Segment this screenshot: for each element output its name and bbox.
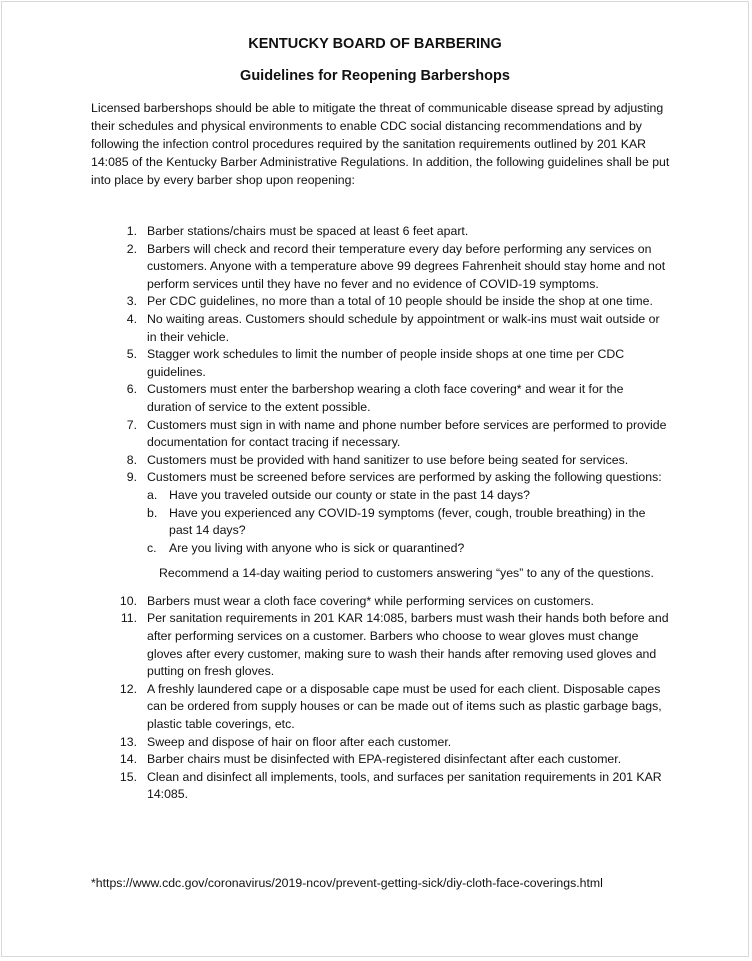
list-item-number: 9. (126, 470, 137, 485)
question-item (147, 487, 671, 505)
list-item-number: 11. (120, 611, 137, 626)
list-item-text: Customers must sign in with name and phone number before services are performed to provide documentation for contact tracing if necessary. (147, 417, 667, 450)
list-item-text: A freshly laundered cape or a disposable cape must be used for each client. Disposable capes can be ordered from supply houses or can be made out of items such as plastic garbage bags, plastic table coverings, etc. (147, 681, 662, 732)
question-letter: b. (147, 505, 158, 520)
guidelines-list (91, 223, 671, 804)
list-item (91, 734, 671, 752)
list-item (91, 593, 671, 611)
list-item-text: Barber chairs must be disinfected with EPA-registered disinfectant after each customer. (147, 752, 622, 767)
recommendation-text: Recommend a 14-day waiting period to customers answering “yes” to any of the questions. (159, 566, 654, 581)
document-title: KENTUCKY BOARD OF BARBERING (248, 36, 502, 52)
list-item-number: 1. (126, 224, 137, 238)
list-item-number: 3. (126, 294, 137, 309)
question-text: Have you traveled outside our county or state in the past 14 days? (169, 487, 530, 502)
list-item-number: 10. (119, 593, 137, 608)
list-item-text: No waiting areas. Customers should schedule by appointment or walk-ins must wait outside or in their vehicle. (147, 311, 660, 344)
list-item-number: 13. (119, 734, 137, 749)
question-item (147, 540, 671, 558)
list-item (91, 223, 671, 241)
list-item-text: Barber stations/chairs must be spaced at least 6 feet apart. (147, 224, 469, 238)
list-item (91, 241, 671, 294)
list-item-number: 2. (126, 241, 137, 256)
list-item (91, 452, 671, 470)
list-item (91, 769, 671, 804)
guidelines-part-1 (91, 223, 671, 487)
list-item-number: 5. (126, 347, 137, 362)
list-item (91, 417, 671, 452)
list-item-text: Per CDC guidelines, no more than a total of 10 people should be inside the shop at one time. (147, 294, 653, 309)
list-item-text: Clean and disinfect all implements, tools, and surfaces per sanitation requirements in 201 KAR 14:085. (147, 769, 662, 802)
list-item (91, 346, 671, 381)
list-item-text: Customers must be screened before services are performed by asking the following questions: (147, 470, 662, 485)
list-item-number: 4. (126, 311, 137, 326)
question-text: Have you experienced any COVID-19 symptoms (fever, cough, trouble breathing) in the past 14 days? (169, 505, 646, 538)
list-item-text: Barbers must wear a cloth face covering* while performing services on customers. (147, 593, 594, 608)
list-item (91, 293, 671, 311)
list-item (91, 381, 671, 416)
list-item-text: Per sanitation requirements in 201 KAR 14:085, barbers must wash their hands both before and after performing services on a customer. Barbers who choose to wear gloves must change gloves after every customer, making sure to wash their hands after removing used gloves and putting on fresh gloves. (147, 611, 669, 679)
list-item (91, 469, 671, 487)
screening-questions (91, 487, 671, 557)
list-item-number: 15. (119, 769, 137, 784)
list-item-text: Customers must be provided with hand sanitizer to use before being seated for services. (147, 452, 629, 467)
list-item (91, 610, 671, 680)
list-item-text: Sweep and dispose of hair on floor after each customer. (147, 734, 452, 749)
question-item (147, 505, 671, 540)
list-item (91, 311, 671, 346)
list-item-number: 7. (126, 417, 137, 432)
guidelines-part-2 (91, 593, 671, 804)
question-letter: c. (147, 540, 157, 555)
list-item-text: Stagger work schedules to limit the number of people inside shops at one time per CDC guidelines. (147, 347, 625, 379)
list-item (91, 751, 671, 769)
list-item-number: 14. (119, 752, 137, 767)
document-subtitle: Guidelines for Reopening Barbershops (240, 68, 510, 84)
document-page (1, 1, 749, 957)
list-item (91, 681, 671, 734)
list-item-number: 6. (126, 382, 137, 397)
question-letter: a. (147, 487, 158, 502)
list-item-number: 12. (119, 681, 137, 696)
list-item-number: 8. (126, 452, 137, 467)
question-text: Are you living with anyone who is sick or quarantined? (169, 540, 465, 555)
intro-paragraph: Licensed barbershops should be able to mitigate the threat of communicable disease spread by adjusting their schedules and physical environments to enable CDC social distancing recommendations and by following the infection control procedures required by the sanitation requirements outlined by 201 KAR 14:085 of the Kentucky Barber Administrative Regulations. In addition, the following guidelines shall be put into place by every barber shop upon reopening: (91, 101, 670, 187)
list-item-text: Barbers will check and record their temperature every day before performing any services on customers. Anyone with a temperature above 99 degrees Fahrenheit should stay home and not perform services until they have no fever and no evidence of COVID-19 symptoms. (147, 241, 666, 291)
list-item-text: Customers must enter the barbershop wearing a cloth face covering* and wear it for the duration of service to the extent possible. (147, 382, 624, 414)
footnote-url: *https://www.cdc.gov/coronavirus/2019-ncov/prevent-getting-sick/diy-cloth-face-coverings.html (91, 876, 603, 890)
